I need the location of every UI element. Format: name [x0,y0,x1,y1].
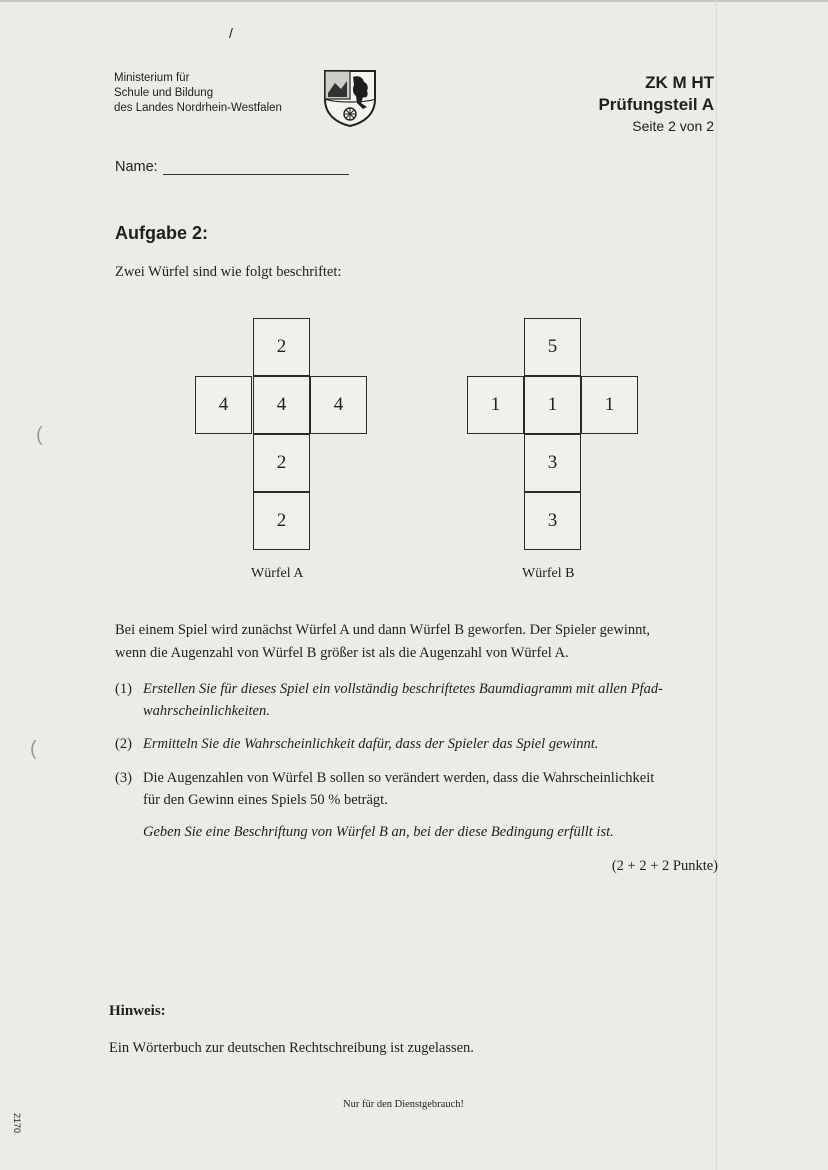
paragraph-line: Bei einem Spiel wird zunächst Würfel A und dann Würfel B geworfen. Der Spieler gewinnt, [115,622,651,638]
name-label: Name: [115,159,158,175]
exam-code: ZK M HT [645,73,714,92]
subtask-text-line: Erstellen Sie für dieses Spiel ein vollständig beschriftetes Baumdiagramm mit allen Pfad- [143,681,663,697]
die-b-face-below: 3 [524,434,581,492]
subtask-1 [115,678,725,722]
hint-title: Hinweis: [109,1003,166,1019]
task-paragraph [115,619,725,665]
die-a-label: Würfel A [251,566,304,581]
top-edge-rule [0,0,828,2]
name-write-line[interactable] [163,174,349,175]
die-b-face-left: 1 [467,376,524,434]
subtask-2 [115,733,725,755]
pen-tick-mark: / [229,25,233,41]
ministry-line: Schule und Bildung [114,87,214,99]
ministry-line: des Landes Nordrhein-Westfalen [114,102,282,114]
die-a-face-bottom: 2 [253,492,310,550]
task-intro: Zwei Würfel sind wie folgt beschriftet: [115,264,342,280]
paper-fold-line [716,0,717,1170]
subtask-number: (2) [115,736,132,752]
exam-header [598,72,714,136]
subtask-3 [115,767,725,843]
ministry-line: Ministerium für [114,72,190,84]
exam-part: Prüfungsteil A [598,95,714,114]
subtask-text-line: Ermitteln Sie die Wahrscheinlichkeit dafür, dass der Spieler das Spiel gewinnt. [143,736,599,752]
footer-note: Nur für den Dienstgebrauch! [343,1099,464,1110]
hint-text: Ein Wörterbuch zur deutschen Rechtschreibung ist zugelassen. [109,1040,474,1056]
die-a-face-left: 4 [195,376,252,434]
page-info: Seite 2 von 2 [632,118,714,134]
die-b-face-center: 1 [524,376,581,434]
nrw-coat-of-arms-icon [323,69,377,127]
die-a-face-center: 4 [253,376,310,434]
ministry-address [114,71,282,116]
subtask-text-line: für den Gewinn eines Spiels 50 % beträgt. [143,792,388,808]
margin-punch-mark: ( [36,424,43,446]
die-b-label: Würfel B [522,566,575,581]
die-b-face-top: 5 [524,318,581,376]
subtask-text-line: wahrscheinlichkeiten. [143,703,270,719]
die-a-face-top: 2 [253,318,310,376]
task-title: Aufgabe 2: [115,223,209,243]
points-total: (2 + 2 + 2 Punkte) [611,858,718,874]
die-b-face-right: 1 [581,376,638,434]
die-b-face-bottom: 3 [524,492,581,550]
paragraph-line: wenn die Augenzahl von Würfel B größer ist als die Augenzahl von Würfel A. [115,645,569,661]
subtask-number: (1) [115,681,132,697]
margin-punch-mark: ( [30,738,37,760]
subtask-text-line: Die Augenzahlen von Würfel B sollen so verändert werden, dass die Wahrscheinlichkeit [143,770,655,786]
side-document-code: 2170 [12,1113,22,1134]
die-a-face-below: 2 [253,434,310,492]
die-a-face-right: 4 [310,376,367,434]
subtask-number: (3) [115,770,132,786]
subtask-text-line: Geben Sie eine Beschriftung von Würfel B an, bei der diese Bedingung erfüllt ist. [143,824,614,840]
